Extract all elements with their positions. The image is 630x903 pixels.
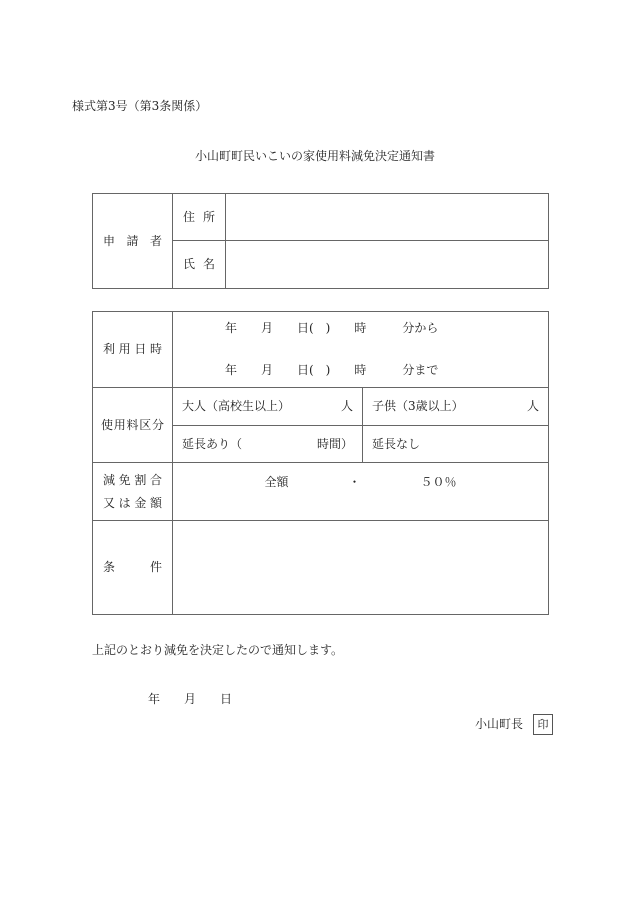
notice-text: 上記のとおり減免を決定したので通知します。: [92, 643, 344, 657]
reduction-label-line2: 又は金額: [103, 495, 162, 510]
table-row: [93, 388, 549, 426]
seal-mark: 印: [533, 714, 553, 735]
signature-line: [475, 714, 553, 735]
usage-datetime-label: 利用日時: [93, 312, 173, 388]
table-row: [93, 521, 549, 615]
adult-label: 大人（高校生以上）: [182, 399, 291, 413]
applicant-table: [92, 193, 549, 289]
signer-title: 小山町長: [474, 717, 523, 731]
usage-datetime-cell: [173, 312, 549, 388]
extension-no-label: 延長なし: [372, 436, 421, 451]
usage-datetime-lines: [173, 313, 548, 387]
reduction-label: [93, 463, 173, 521]
extension-hours-suffix: 時間）: [316, 436, 353, 451]
adult-count-cell: [173, 388, 363, 426]
address-label: 住所: [173, 194, 226, 241]
child-unit: 人: [526, 399, 539, 413]
usage-to-line: 年 月 日( ) 時 分まで: [225, 362, 439, 377]
fee-category-label: 使用料区分: [93, 388, 173, 463]
conditions-label: 条件: [93, 521, 173, 615]
extension-yes-cell: [173, 426, 363, 463]
adult-unit: 人: [340, 399, 353, 413]
child-count-line: [363, 399, 548, 414]
name-label: 氏名: [173, 241, 226, 289]
form-number: 様式第3号（第3条関係）: [72, 99, 208, 113]
extension-no-cell: [363, 426, 549, 463]
reduction-label-line1: 減免割合: [103, 472, 162, 487]
page-title: 小山町町民いこいの家使用料減免決定通知書: [194, 149, 435, 163]
table-row: [93, 463, 549, 521]
name-value-cell: [226, 241, 549, 289]
extension-yes-line: [173, 437, 362, 452]
child-label: 子供（3歳以上）: [372, 399, 464, 413]
reduction-value-cell: 全額 ・ ５０％: [173, 463, 549, 521]
table-row: [93, 312, 549, 388]
extension-yes-label: 延長あり（: [182, 436, 243, 451]
table-row: [93, 194, 549, 241]
child-count-cell: [363, 388, 549, 426]
usage-from-line: 年 月 日( ) 時 分から: [225, 320, 439, 335]
applicant-row-label: 申請者: [93, 194, 173, 289]
date-line: 年 月 日: [148, 692, 233, 706]
adult-count-line: [173, 399, 362, 414]
address-value-cell: [226, 194, 549, 241]
conditions-value-cell: [173, 521, 549, 615]
detail-table: [92, 311, 549, 615]
